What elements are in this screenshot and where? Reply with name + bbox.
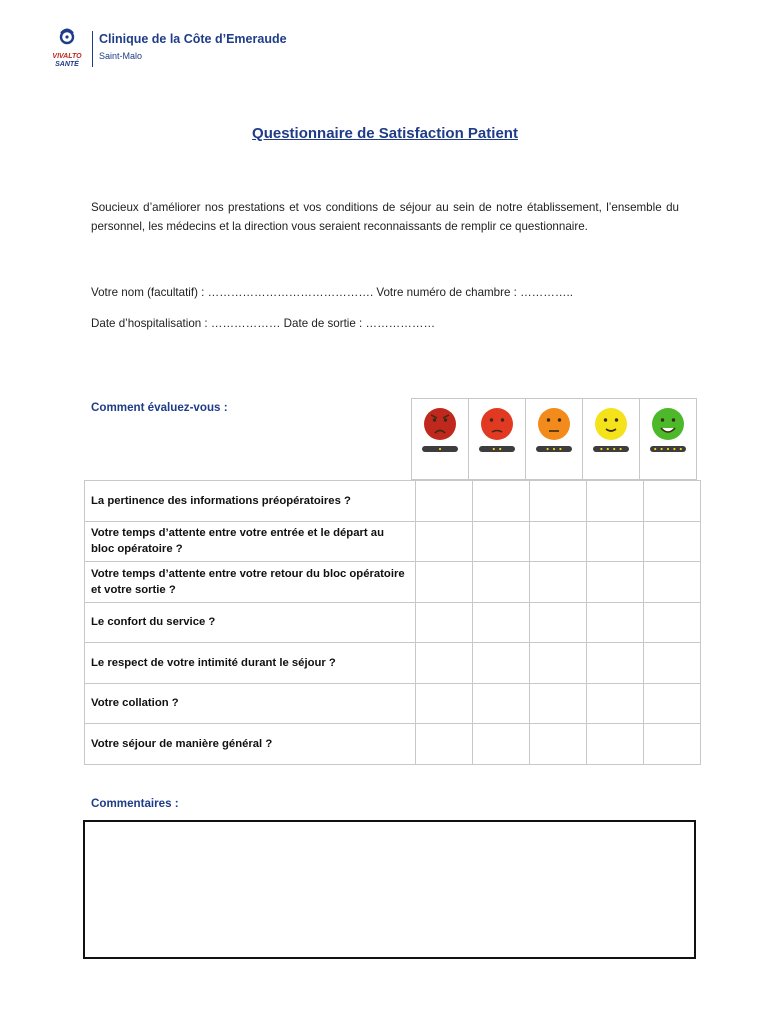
rating-scale-cell: [640, 399, 697, 480]
comments-textbox[interactable]: [83, 820, 696, 959]
svg-text:VIVALTO: VIVALTO: [52, 53, 82, 60]
rating-answer-cell[interactable]: [530, 683, 587, 724]
rating-answer-cell[interactable]: [416, 643, 473, 684]
question-text: Votre séjour de manière général ?: [85, 724, 416, 765]
rating-answer-cell[interactable]: [530, 724, 587, 765]
star-icon: [493, 448, 495, 450]
clinic-name: Clinique de la Côte d’Emeraude: [99, 32, 287, 46]
rating-scale-cell: [526, 399, 583, 480]
rating-answer-cell[interactable]: [473, 602, 530, 643]
question-row: [85, 683, 701, 724]
questions-table: [84, 480, 701, 765]
rating-answer-cell[interactable]: [644, 724, 701, 765]
rating-answer-cell[interactable]: [473, 481, 530, 522]
question-row: [85, 724, 701, 765]
star-icon: [499, 448, 501, 450]
question-row: [85, 521, 701, 562]
rating-answer-cell[interactable]: [587, 562, 644, 603]
rating-answer-cell[interactable]: [644, 521, 701, 562]
clinic-city: Saint-Malo: [99, 51, 143, 61]
rating-answer-cell[interactable]: [530, 481, 587, 522]
star-icon: [613, 448, 615, 450]
rating-answer-cell[interactable]: [587, 643, 644, 684]
question-text: Le respect de votre intimité durant le séjour ?: [85, 643, 416, 684]
question-row: [85, 643, 701, 684]
rating-scale-cell: [412, 399, 469, 480]
rating-scale-header: [411, 398, 697, 480]
happy-face-icon: [593, 406, 629, 456]
clinic-identity: [92, 31, 329, 67]
rating-answer-cell[interactable]: [587, 724, 644, 765]
rating-answer-cell[interactable]: [416, 724, 473, 765]
question-text: Votre temps d’attente entre votre entrée et le départ au bloc opératoire ?: [85, 521, 416, 562]
star-icon: [673, 448, 675, 450]
question-row: [85, 481, 701, 522]
rating-answer-cell[interactable]: [416, 521, 473, 562]
intro-paragraph: Soucieux d’améliorer nos prestations et vos conditions de séjour au sein de notre établissement, l’ensemble du personnel, les médecins et la direction vous seraient reconnaissants de remplir ce questionnaire.: [91, 201, 679, 233]
page-title: Questionnaire de Satisfaction Patient: [252, 125, 518, 142]
rating-answer-cell[interactable]: [587, 521, 644, 562]
star-icon: [661, 448, 663, 450]
star-icon: [553, 448, 555, 450]
rating-answer-cell[interactable]: [416, 602, 473, 643]
rating-answer-cell[interactable]: [530, 643, 587, 684]
clinic-logo: [48, 27, 288, 69]
star-icon: [620, 448, 622, 450]
star-icon: [439, 448, 441, 450]
rating-answer-cell[interactable]: [530, 562, 587, 603]
star-icon: [607, 448, 609, 450]
rating-answer-cell[interactable]: [473, 643, 530, 684]
very-happy-face-icon: [650, 406, 686, 456]
question-text: La pertinence des informations préopératoires ?: [85, 481, 416, 522]
rating-scale-cell: [583, 399, 640, 480]
rating-answer-cell[interactable]: [644, 643, 701, 684]
star-icon: [667, 448, 669, 450]
very-angry-face-icon: [422, 406, 458, 456]
rating-answer-cell[interactable]: [416, 481, 473, 522]
rating-answer-cell[interactable]: [473, 562, 530, 603]
neutral-face-icon: [536, 406, 572, 456]
star-icon: [547, 448, 549, 450]
rating-answer-cell[interactable]: [473, 521, 530, 562]
question-text: Le confort du service ?: [85, 602, 416, 643]
rating-answer-cell[interactable]: [587, 683, 644, 724]
rating-answer-cell[interactable]: [644, 481, 701, 522]
rating-answer-cell[interactable]: [644, 562, 701, 603]
vivalto-logo-icon: [48, 27, 86, 69]
star-icon: [654, 448, 656, 450]
question-text: Votre temps d’attente entre votre retour du bloc opératoire et votre sortie ?: [85, 562, 416, 603]
rating-answer-cell[interactable]: [530, 602, 587, 643]
question-text: Votre collation ?: [85, 683, 416, 724]
question-row: [85, 562, 701, 603]
star-icon: [680, 448, 682, 450]
rating-answer-cell[interactable]: [587, 481, 644, 522]
question-row: [85, 602, 701, 643]
comments-label: Commentaires :: [91, 797, 179, 810]
rating-answer-cell[interactable]: [644, 602, 701, 643]
star-icon: [600, 448, 602, 450]
svg-text:SANTÉ: SANTÉ: [55, 61, 79, 68]
dates-field[interactable]: Date d’hospitalisation : ……………… Date de sortie : ………………: [91, 317, 436, 330]
rating-answer-cell[interactable]: [416, 562, 473, 603]
name-room-field[interactable]: Votre nom (facultatif) : ……………………………………. Votre numéro de chambre : …………..: [91, 286, 573, 299]
rating-answer-cell[interactable]: [587, 602, 644, 643]
rating-answer-cell[interactable]: [473, 724, 530, 765]
rating-answer-cell[interactable]: [416, 683, 473, 724]
rating-scale-cell: [469, 399, 526, 480]
rating-answer-cell[interactable]: [644, 683, 701, 724]
angry-face-icon: [479, 406, 515, 456]
star-icon: [559, 448, 561, 450]
rating-answer-cell[interactable]: [473, 683, 530, 724]
rating-section-label: Comment évaluez-vous :: [91, 401, 228, 414]
rating-answer-cell[interactable]: [530, 521, 587, 562]
